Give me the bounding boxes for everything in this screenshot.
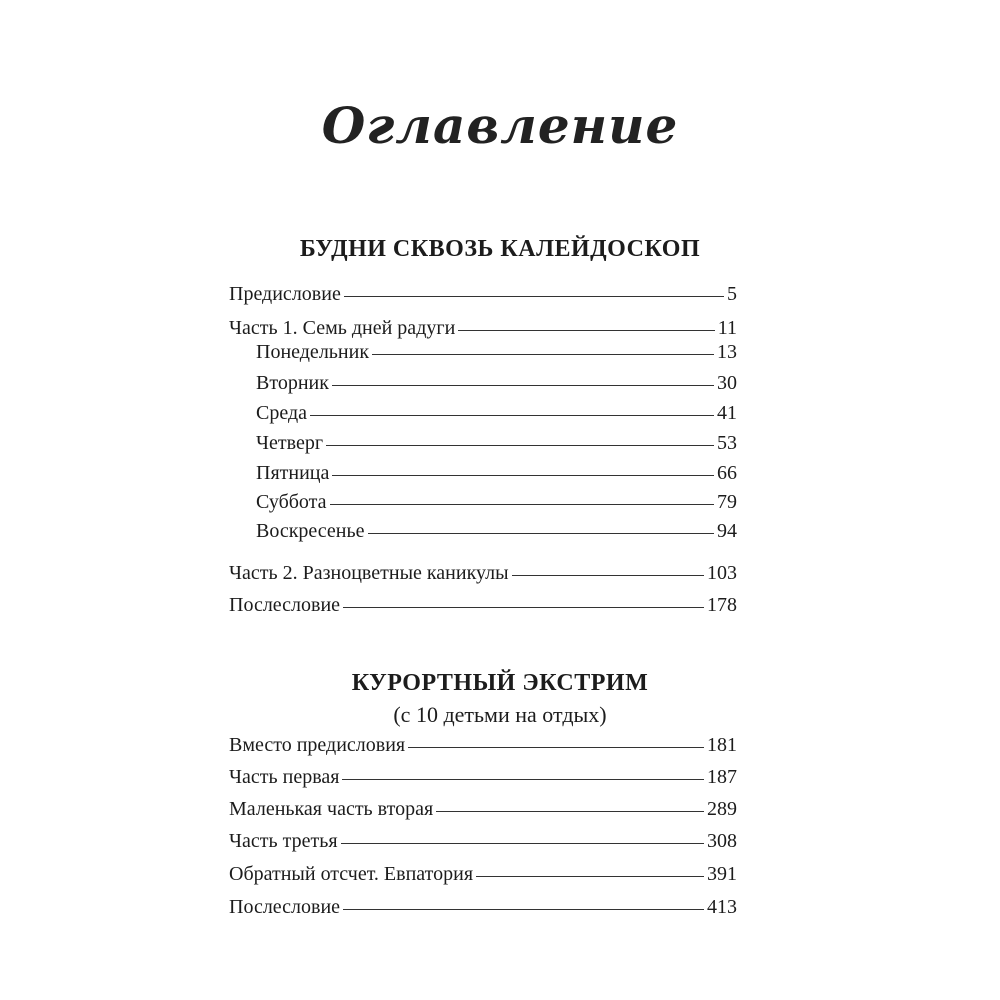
toc-entry-page: 41: [717, 402, 737, 424]
toc-entry-page: 178: [707, 594, 737, 616]
toc-entry[interactable]: [256, 490, 737, 514]
toc-entry-page: 94: [717, 520, 737, 542]
leader-line: [368, 533, 714, 534]
toc-entry-page: 5: [727, 283, 737, 305]
toc-entry-label: Понедельник: [256, 341, 370, 363]
toc-entry-label: Суббота: [256, 491, 327, 513]
toc-entry-label: Воскресенье: [256, 520, 365, 542]
leader-line: [408, 747, 704, 748]
leader-line: [436, 811, 704, 812]
leader-line: [342, 779, 704, 780]
toc-entry[interactable]: [229, 862, 737, 886]
toc-entry[interactable]: [229, 316, 737, 340]
toc-entry-page: 413: [707, 896, 737, 918]
leader-line: [332, 475, 714, 476]
leader-line: [343, 607, 704, 608]
toc-entry[interactable]: [229, 829, 737, 853]
toc-entry-page: 66: [717, 462, 737, 484]
toc-entry[interactable]: [256, 401, 737, 425]
toc-entry[interactable]: [229, 765, 737, 789]
toc-entry-page: 308: [707, 830, 737, 852]
toc-entry-page: 391: [707, 863, 737, 885]
toc-entry-label: Пятница: [256, 462, 330, 484]
toc-entry-label: Вместо предисловия: [229, 734, 406, 756]
toc-entry[interactable]: [256, 431, 737, 455]
leader-line: [326, 445, 714, 446]
leader-line: [310, 415, 714, 416]
page-title: Оглавление: [321, 96, 679, 155]
toc-entry-label: Четверг: [256, 432, 324, 454]
leader-line: [343, 909, 704, 910]
toc-entry[interactable]: [229, 282, 737, 306]
toc-entry[interactable]: [229, 561, 737, 585]
toc-entry[interactable]: [229, 733, 737, 757]
toc-entry-page: 30: [717, 372, 737, 394]
toc-entry[interactable]: [229, 593, 737, 617]
leader-line: [344, 296, 724, 297]
toc-entry-page: 103: [707, 562, 737, 584]
toc-entry-page: 181: [707, 734, 737, 756]
toc-entry-page: 79: [717, 491, 737, 513]
leader-line: [341, 843, 704, 844]
toc-entry[interactable]: [256, 371, 737, 395]
section-subheading: (с 10 детьми на отдых): [393, 702, 607, 727]
section-heading-2: КУРОРТНЫЙ ЭКСТРИМ: [351, 670, 649, 696]
toc-entry-page: 13: [717, 341, 737, 363]
toc-entry[interactable]: [229, 895, 737, 919]
leader-line: [330, 504, 714, 505]
toc-entry-page: 53: [717, 432, 737, 454]
toc-entry-label: Часть 1. Семь дней радуги: [229, 317, 456, 339]
leader-line: [512, 575, 704, 576]
toc-entry-label: Часть первая: [229, 766, 340, 788]
section-heading-1: БУДНИ СКВОЗЬ КАЛЕЙДОСКОП: [299, 236, 701, 262]
toc-entry[interactable]: [256, 340, 737, 364]
leader-line: [458, 330, 714, 331]
toc-entry-label: Часть третья: [229, 830, 338, 852]
toc-entry-label: Послесловие: [229, 896, 341, 918]
leader-line: [476, 876, 704, 877]
toc-entry-label: Среда: [256, 402, 308, 424]
toc-entry-page: 289: [707, 798, 737, 820]
toc-entry-label: Вторник: [256, 372, 329, 394]
toc-entry-page: 187: [707, 766, 737, 788]
toc-entry-label: Маленькая часть вторая: [229, 798, 434, 820]
toc-entry-label: Послесловие: [229, 594, 341, 616]
toc-entry[interactable]: [256, 519, 737, 543]
toc-entry-label: Обратный отсчет. Евпатория: [229, 863, 474, 885]
leader-line: [332, 385, 714, 386]
toc-entry[interactable]: [256, 461, 737, 485]
toc-entry[interactable]: [229, 797, 737, 821]
toc-entry-label: Предисловие: [229, 283, 341, 305]
toc-entry-label: Часть 2. Разноцветные каникулы: [229, 562, 509, 584]
leader-line: [372, 354, 714, 355]
toc-entry-page: 11: [717, 317, 737, 339]
